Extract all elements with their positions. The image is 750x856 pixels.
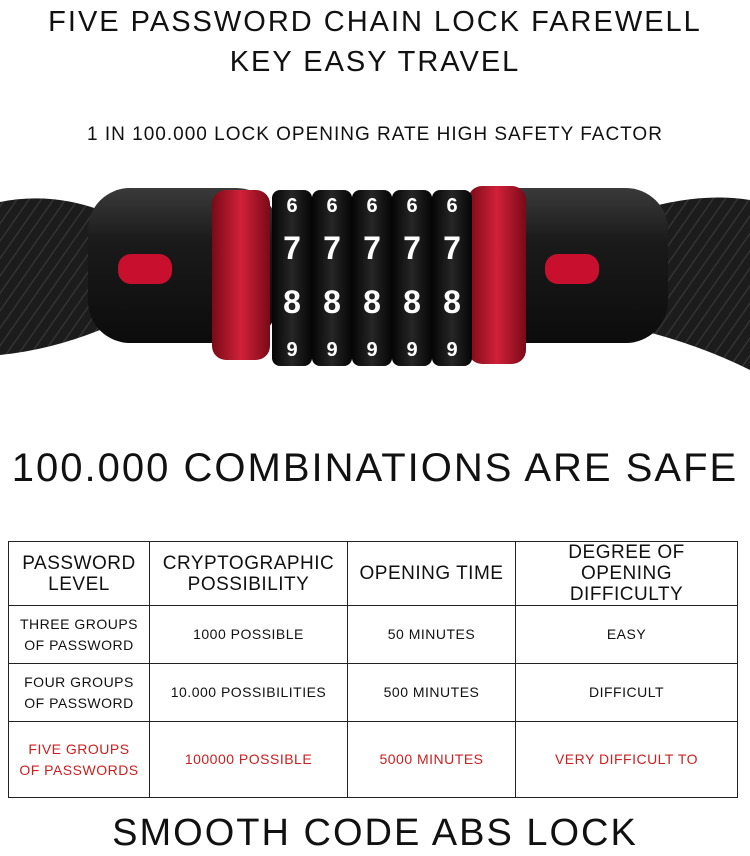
header-opening-time: OPENING TIME [348, 542, 516, 606]
svg-text:9: 9 [286, 339, 298, 361]
svg-text:7: 7 [443, 230, 461, 266]
cell-possibility: 10.000 POSSIBILITIES [150, 664, 348, 722]
table-header-row [9, 542, 738, 606]
cell-possibility: 100000 POSSIBLE [150, 722, 348, 798]
svg-text:8: 8 [283, 284, 301, 320]
svg-text:6: 6 [406, 195, 418, 217]
right-red-collar [468, 186, 526, 364]
dial-1[interactable] [272, 190, 312, 366]
svg-text:7: 7 [403, 230, 421, 266]
left-indicator [118, 254, 172, 284]
title-line-2: KEY EASY TRAVEL [229, 46, 521, 78]
cell-level: FOUR GROUPS OF PASSWORD [9, 664, 150, 722]
svg-text:8: 8 [443, 284, 461, 320]
cell-level: FIVE GROUPS OF PASSWORDS [9, 722, 150, 798]
svg-text:9: 9 [406, 339, 418, 361]
combinations-headline: 100.000 COMBINATIONS ARE SAFE [11, 446, 739, 490]
header-cryptographic-possibility: CRYPTOGRAPHIC POSSIBILITY [150, 542, 348, 606]
svg-text:6: 6 [366, 195, 378, 217]
title-line-1: FIVE PASSWORD CHAIN LOCK FAREWELL [48, 6, 702, 38]
svg-text:9: 9 [446, 339, 458, 361]
dial-2[interactable] [312, 190, 352, 366]
security-comparison-table [8, 541, 738, 798]
cell-possibility: 1000 POSSIBLE [150, 606, 348, 664]
subtitle: 1 IN 100.000 LOCK OPENING RATE HIGH SAFETY FACTOR [87, 124, 663, 145]
svg-text:9: 9 [366, 339, 378, 361]
left-chain-sleeve [0, 198, 100, 355]
header-degree-of-difficulty: DEGREE OF OPENING DIFFICULTY [516, 542, 738, 606]
svg-text:8: 8 [363, 284, 381, 320]
table-row [9, 606, 738, 664]
combination-lock-image [0, 170, 750, 390]
left-red-collar [212, 190, 270, 360]
product-title [0, 2, 750, 82]
dial-3[interactable] [352, 190, 392, 366]
footer-tagline: SMOOTH CODE ABS LOCK [112, 812, 638, 854]
svg-text:8: 8 [323, 284, 341, 320]
cell-time: 5000 MINUTES [348, 722, 516, 798]
svg-text:7: 7 [283, 230, 301, 266]
svg-text:9: 9 [326, 339, 338, 361]
svg-text:7: 7 [363, 230, 381, 266]
table-row [9, 664, 738, 722]
cell-difficulty: DIFFICULT [516, 664, 738, 722]
cell-difficulty: VERY DIFFICULT TO [516, 722, 738, 798]
dial-5[interactable] [432, 190, 472, 366]
cell-time: 50 MINUTES [348, 606, 516, 664]
header-password-level: PASSWORD LEVEL [9, 542, 150, 606]
cell-level: THREE GROUPS OF PASSWORD [9, 606, 150, 664]
svg-text:7: 7 [323, 230, 341, 266]
svg-text:6: 6 [326, 195, 338, 217]
cell-difficulty: EASY [516, 606, 738, 664]
svg-text:6: 6 [286, 195, 298, 217]
cell-time: 500 MINUTES [348, 664, 516, 722]
svg-text:6: 6 [446, 195, 458, 217]
right-indicator [545, 254, 599, 284]
table-row-highlighted [9, 722, 738, 798]
dial-4[interactable] [392, 190, 432, 366]
svg-text:8: 8 [403, 284, 421, 320]
